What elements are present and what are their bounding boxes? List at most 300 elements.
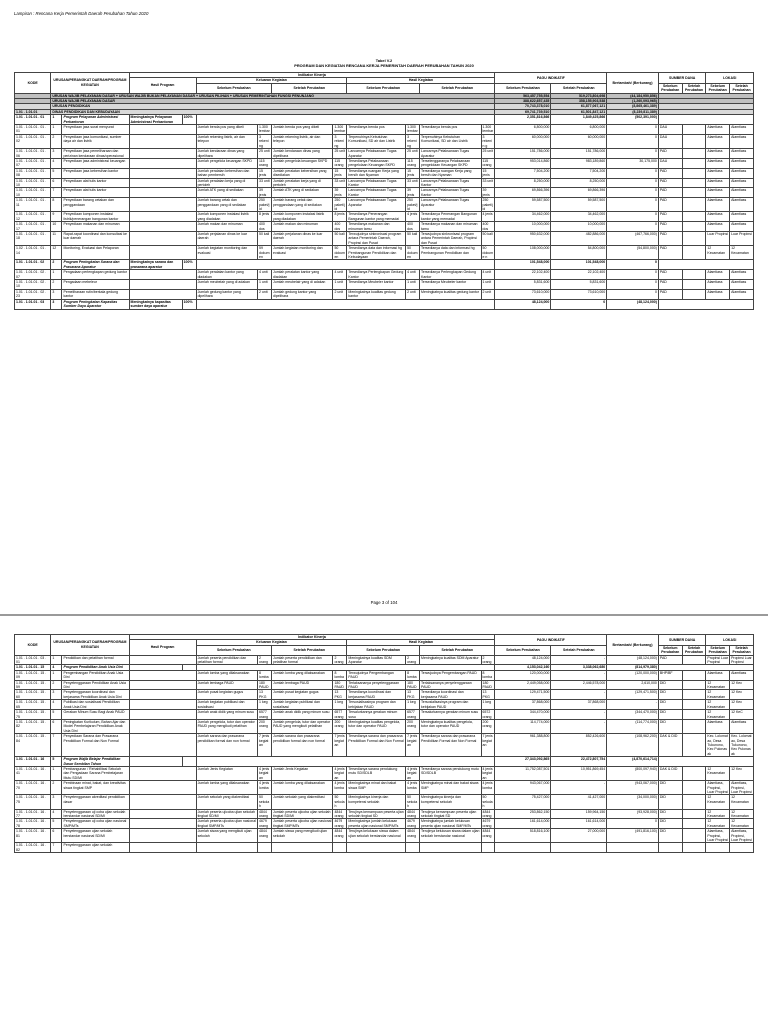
row-keluaran-sebelum-target: 2 orang [258,655,272,665]
table-number: Tabel V.2 [375,58,393,63]
row-program-name: Program Peningkatan Sarana dan Prasarana Aparatur [62,260,129,270]
row-sumber-sebelum: DID [658,829,682,843]
row-kode: 1.01 . 1.01.01 . 02 . 10 [15,280,51,290]
row-keluaran-sebelum-target: 39 jenis [258,188,272,198]
row-keluaran-sebelum: Jumlah ATK yang di sediakan [196,188,257,198]
row-no: 4 [51,809,62,819]
row-keluaran-setelah-target [333,843,347,853]
row-pagu-sebelum: 48,124,000 [495,299,551,309]
row-kode: 1.02 . 1.01.01 . 01 . 14 [15,246,51,260]
row-kode: 1.01 . 1.01.01 . 15 . 09 [15,670,51,680]
row-hasil-program-target: 100% [182,260,196,270]
row-sumber-sebelum: DID [658,795,682,809]
row-hasil-setelah-target [481,843,495,853]
row-bertambah: (93,928,000) [607,809,659,819]
row-hasil-setelah-target: 39 jenis [481,188,495,198]
row-keluaran-sebelum: Jumlah anak didik yang minum susu [196,710,257,720]
row-hasil-sebelum: Lancarnya Pelaksanaan Tugas Kantor [347,188,406,198]
row-bertambah: (491,816,100) [607,829,659,843]
row-keluaran-sebelum [196,843,257,853]
row-sumber-setelah [682,280,706,290]
row-hasil-setelah-target: 4 jenis [481,212,495,222]
row-hasil-setelah: Lancarnya Pelaksanaan Tugas Aparatur [420,149,481,159]
row-kegiatan-name: Penyediaan jasa kebersihan kantor [62,168,129,178]
row-kegiatan-name: Penyelenggaraan ujian sekolah [62,843,129,853]
row-sumber-setelah [682,843,706,853]
row-sumber-sebelum: BHP/BF [658,670,682,680]
header-urusan: URUSAN/PERANGKAT DAERAH/PROGRAM KEGIATAN [51,635,129,656]
header-pagu-sebelum: Sebelum Perubahan [495,83,551,93]
row-keluaran-sebelum-target: 4844 orang [258,829,272,843]
row-keluaran-setelah-target: 13 PKG [333,690,347,700]
row-hasil-setelah-target: 250 paket/jld [481,198,495,212]
row-hasil-setelah: Lancarnya Pelaksanaan Tugas Kantor [420,188,481,198]
row-keluaran-sebelum: Jumlah kegiatan monitoring dan evaluasi [196,246,257,260]
row-hasil-setelah-target: 400 dos [481,222,495,232]
row-pagu-sebelum: 4,153,042,160 [495,665,551,670]
row-kegiatan-name: Pemeliharaan rutin/berkala gedung kantor [62,289,129,299]
row-empty [129,670,196,680]
row-kegiatan-name: Monitoring, Evaluasi dan Pelaporan [62,246,129,260]
row-kode: 1.01 . 1.01.01 . 15 . 60 [15,690,51,700]
row-empty [129,829,196,843]
row-hasil-sebelum-target: 50 kali [406,232,420,246]
row-pagu-sebelum: 161,614,000 [495,819,551,829]
row-empty [129,125,196,135]
row-hasil-sebelum: Meningkatnya kualitas pengelola, tutor dan operator PAUD [347,719,406,733]
row-no: 2 [51,260,62,270]
row-sumber-setelah [682,690,706,700]
row-sumber-setelah [682,149,706,159]
row-lokasi-setelah: 12 Kecamatan [730,809,754,819]
header-hasil-program: Hasil Program [129,78,196,93]
row-keluaran-sebelum: Jumlah lomba yang dilaksanakan [196,781,257,795]
table-row [15,178,754,188]
row-kegiatan-name: Penyediaan barang cetakan dan penggandaan [62,198,129,212]
row-lokasi-setelah: Alamtiass [730,280,754,290]
row-keluaran-setelah: Jumlah peralatan kebersihan yang disediakan [272,168,333,178]
row-lokasi-sebelum [706,843,730,853]
row-lokasi-sebelum: Alamtiass [706,188,730,198]
row-pagu-sebelum: 950,632,000 [495,232,551,246]
row-lokasi-sebelum: Alamtiass [706,149,730,159]
row-sumber-sebelum: DID [658,700,682,710]
row-hasil-sebelum: Meningkatnya minat dan bakat siswa SMP [347,781,406,795]
row-no: 11 [51,232,62,246]
row-keluaran-sebelum: Jumlah komponen instalasi listrik yang diadakan [196,212,257,222]
row-hasil-sebelum-target: 8 lomba [406,670,420,680]
row-sumber-sebelum: DID [658,719,682,733]
row-hasil-sebelum: Tersalurkannya gerakan minum susu [347,710,406,720]
row-hasil-setelah-target: 7 jenis kegiatan [481,734,495,757]
row-lokasi-setelah: Alamtiass [730,149,754,159]
row-name: URUSAN WAJIB PELAYANAN DASAR [51,99,495,104]
row-hasil-setelah: Tersedianya data dan informasi hg Pembangunan Pendidikan dan [420,246,481,260]
row-keluaran-setelah: Jumlah peserta ujicoba ujian sekolah tingkat SD/MI [272,809,333,819]
row-hasil-setelah: Tersedianya sarana pendukung mutu SD/SDLB [420,766,481,780]
row-pagu-setelah: - [551,690,607,700]
table-title: PROGRAM DAN KEGIATAN RENCANA KERJA PEMERINTAH DAERAH PERUBAHAN TAHUN 2020 [294,63,474,69]
row-sumber-sebelum: DID [658,809,682,819]
row-pagu-setelah: 10,951,869,454 [551,766,607,780]
row-keluaran-setelah: Jumlah benda pos yang dikeli [272,125,333,135]
row-hasil-program-target [182,757,196,767]
row-hasil-sebelum-target: 39 jenis [406,188,420,198]
row-lokasi-setelah: 12 Kec [730,700,754,710]
row-pagu-sebelum: 69,866,396 [495,188,551,198]
row-empty [129,222,196,232]
row-keluaran-sebelum-target: 1.300 lembar [259,125,270,134]
row-pagu-setelah: 852,426,600 [551,734,607,757]
row-hasil-setelah-target: 1.300 lembar [482,125,494,134]
row-lokasi-setelah: Alamtiass [730,270,754,280]
table-row [15,670,754,680]
row-keluaran-setelah: Jumlah kendaraan dinas yang dipelihara [272,149,333,159]
row-no: 10 [51,222,62,232]
row-kode: 1.01 . 1.01.01 . 16 . 82 [15,843,51,853]
row-kegiatan-name: Penyediaan alat tulis kantor [62,178,129,188]
row-hasil-sebelum: Terwujudnya sinkronisasi program antara Pemerintah Daerah, Propinsi dan Pusat [347,232,406,246]
row-no: 1 [51,125,62,135]
row-keluaran-setelah: Jumlah barang cetak dan penggandaan yang di sediakan [272,198,333,212]
row-bertambah: (4,870,614,714) [607,757,659,767]
row-bertambah [607,843,659,853]
row-program-name: Program Pendidikan Anak Usia Dini [62,665,129,670]
row-kode: 1.01 . 1.01.01 . 15 . 82 [15,719,51,733]
row-no: 6 [51,719,62,733]
row-bertambah: (8,239,811,389) [607,109,659,114]
row-empty [658,115,753,125]
row-sumber-sebelum [658,843,682,853]
row-hasil-sebelum: Tersedianya data dan informasi hg Pembangunan Pendidikan dan Kebudayaan [347,246,406,260]
row-hasil-setelah-target: 200 orang [481,719,495,733]
row-lokasi-setelah: 12 Kecamatan [730,246,754,260]
row-pagu-setelah: 27,000,000 [551,829,607,843]
row-no: 1 [51,115,62,125]
row-keluaran-setelah: Jumlah lomba yang dilaksanakan [272,781,333,795]
row-name: URUSAN WAJIB PELAYANAN DASAR + URUSAN WAJIB BUKAN PELAYANAN DASAR + URUSAN PILIHAN + URUSAN PEMERINTAHAN FUNGSI PENUNJANG [51,93,495,98]
row-empty [129,734,196,757]
row-hasil-setelah: Meningkatnya kualitas pengelola, tutor dan operator PAUD [420,719,481,733]
row-lokasi-sebelum: 12 Kecamatan [706,795,730,809]
row-kode: 1.01 . 1.01.01 . 16 [15,757,51,767]
row-hasil-sebelum: Tersedianya sarana pendukung mutu SD/SDLB [347,766,406,780]
row-bertambah: (54,800,000) [607,246,659,260]
row-hasil-setelah-target: 50 dokume n [482,246,494,260]
header-hasil-program: Hasil Program [129,640,196,655]
row-keluaran-sebelum: Jumlah perjalanan dinas ke luar daerah [196,232,257,246]
row-keluaran-setelah-target: 4844 orang [333,829,347,843]
row-keluaran-setelah-target: 400 dos [333,222,347,232]
row-pagu-setelah: - [551,655,607,665]
row-keluaran-setelah-target: 3 rekening [333,134,347,148]
row-hasil-setelah-target: 6572 orang [481,710,495,720]
row-no: 7 [51,188,62,198]
row-pagu-sebelum: 70,743,378,010 [495,104,551,109]
row-kode: 1.01 . 1.01.01 . 15 . 65 [15,700,51,710]
table-row [15,781,754,795]
header-hasil-kegiatan: Hasil Kegiatan [347,78,495,83]
row-sumber-setelah [682,700,706,710]
row-pagu-setelah: 5,831,600 [551,280,607,290]
row-pagu-sebelum: 37,868,000 [495,700,551,710]
row-bertambah: 0 [607,149,659,159]
row-kode: 1.01 . 1.01.01 . 16 . 75 [15,795,51,809]
row-pagu-setelah: 358,155,903,538 [551,99,607,104]
row-hasil-sebelum-target: 250 paket/jld [406,198,420,212]
row-hasil-sebelum: Terujinya kelulusan siswa dalam ujian sekolah berstandar nasional [347,829,406,843]
table-row [15,125,754,135]
table-row [15,843,754,853]
row-kode: 1.01 . 1.01.01 . 15 [15,665,51,670]
row-hasil-setelah-target: 115 orang [481,158,495,168]
row-lokasi-sebelum: 12 Kecamatan [706,809,730,819]
row-pagu-sebelum: 253,862,150 [495,809,551,819]
row-kegiatan-name: Pengadaan perlengkapan gedung kantor [62,270,129,280]
row-pagu-setelah: 22,102,400 [551,270,607,280]
row-no: 8 [51,198,62,212]
row-no: 4 [51,700,62,710]
row-keluaran-sebelum: Jumlah sekolah yang diakreditasi [196,795,257,809]
row-empty [129,289,196,299]
row-hasil-sebelum: Tersedianya Perlengkapan Gedung Kantor [347,270,406,280]
row-bertambah: (8,865,461,389) [607,104,659,109]
row-hasil-setelah-target: 4679 orang [481,819,495,829]
row-keluaran-setelah: Jumlah peralatan kerja yang di pertoleh [272,178,333,188]
row-bertambah: 0 [607,280,659,290]
row-hasil-sebelum-target: 15 jenis [406,168,420,178]
row-pagu-sebelum: 60,000,000 [495,134,551,148]
row-pagu-sebelum: 73,610,000 [495,289,551,299]
row-keluaran-sebelum-target: 50 sekolah [258,795,272,809]
row-lokasi-sebelum: Luar Propinsi [706,232,730,246]
row-pagu-setelah: 0 [551,299,607,309]
row-pagu-sebelum: 108,000,000 [495,246,551,260]
row-kode: 1.01 . 1.01.01 . 01 . 10 [15,178,51,188]
row-pagu-setelah: 54,800,000 [551,246,607,260]
row-lokasi-setelah: Alamtiass [730,289,754,299]
row-lokasi-sebelum: 12 Kecamatan [706,700,730,710]
row-sumber-setelah [682,188,706,198]
row-kegiatan-name: Penyediaan makanan dan minuman [62,222,129,232]
row-sumber-setelah [682,289,706,299]
row-sumber-setelah [682,719,706,733]
row-hasil-setelah: Meningkatnya kualitas gedung kantor [420,289,481,299]
row-lokasi-sebelum: 12 Kecamatan [706,819,730,829]
row-kode: 1.01 . 1.01.01 . 16 . 77 [15,809,51,819]
header-pagu-sebelum: Sebelum Perubahan [495,645,551,655]
row-kegiatan-name: Penyediaan komponen instalasi listrik/penerangan bangunan kantor [62,212,129,222]
row-pagu-setelah: 73,610,000 [551,289,607,299]
header-indikator: Indikator Kinerja [129,635,495,640]
row-pagu-setelah: 2,446,578,000 [551,680,607,690]
row-hasil-setelah: Tersedianya sarana dan prasarana Pendidikan Formal dan Non Formal [420,734,481,757]
row-sumber-setelah [682,270,706,280]
row-keluaran-setelah: Jumlah anak didik yang minum susu [272,710,333,720]
row-keluaran-setelah: Jumlah Jenis Kegiatan [272,766,333,780]
table-row [15,198,754,212]
row-empty [129,149,196,159]
table-row [15,232,754,246]
row-keluaran-sebelum: Jumlah kegiatan publikasi dan sosialisasi [196,700,257,710]
row-lokasi-sebelum: 12 Kecamatan [706,690,730,700]
row-program-name: Program Peningkatan Kapasitas Sumber Daya Aparatur [62,299,129,309]
row-bertambah: (108,962,200) [607,734,659,757]
table-row [15,134,754,148]
row-hasil-sebelum-target: 180 PAUD [406,680,420,690]
row-keluaran-setelah-target: 4679 orang [333,819,347,829]
row-sumber-sebelum: DID [658,819,682,829]
row-empty [129,178,196,188]
row-no: 12 [51,246,62,260]
row-hasil-sebelum-target: 115 orang [406,158,420,168]
row-kegiatan-name: Pengembangan Pendidikan Anak Usia Dini [62,670,129,680]
row-sumber-setelah [682,781,706,795]
row-bertambah: 0 [607,198,659,212]
row-kegiatan-name: Penyediaan Sarana dan Prasarana Pendidikan Formal dan Non Formal [62,734,129,757]
row-pagu-setelah: 61,877,067,121 [551,104,607,109]
row-lokasi-sebelum: Propinsi Luar Propinsi [707,655,728,665]
row-hasil-setelah: Meningkatnya jumlah kelulusan peserta ujian nasional SMP/MTs [420,819,481,829]
row-pagu-sebelum: 961,388,800 [495,734,551,757]
row-hasil-program-target: 100% [182,299,196,309]
row-hasil-setelah: Tersosialisasinya program dan kebijakan PAUD [420,700,481,710]
row-keluaran-setelah: Jumlah sekolah yang diakreditasi [272,795,333,809]
header-lokasi-setelah: Setelah Perubahan [730,83,754,93]
header-sumber-sebelum: Sebelum Perubahan [658,645,682,655]
header-kode: KODE [15,635,51,656]
row-hasil-setelah: Meningkatnya minat dan bakat siswa SMP [420,781,481,795]
row-bertambah: (114,774,000) [607,719,659,733]
row-hasil-setelah: Terwujudnya sinkronisasi program antara Pemerintah Daerah, Propinsi dan Pusat [420,232,481,246]
row-lokasi-sebelum: Alamtiass, Propinsi, Luar Propinsi [707,781,728,794]
row-bertambah: (814,979,380) [607,665,659,670]
row-hasil-program-target: 100% [182,115,196,125]
row-hasil-setelah: Terwujudnya Pengembangan PAUD [420,670,481,680]
row-sumber-sebelum: PAD [658,289,682,299]
row-pagu-setelah: 8,250,000 [551,178,607,188]
row-lokasi-sebelum: Alamtiass [706,280,730,290]
row-no: 4 [51,665,62,670]
row-keluaran-sebelum-target: 3 rekening [258,134,272,148]
row-hasil-setelah-target: 4 unit [481,270,495,280]
row-keluaran-setelah-target: 115 orang [333,158,347,168]
row-lokasi-sebelum: Alamtiass [706,134,730,148]
row-lokasi-sebelum: Kec. Lolomat ao, Desa Tukunono, Kec Pulonas ak [707,734,728,756]
row-no: 5 [51,757,62,767]
table-row [15,115,754,125]
row-hasil-setelah: Meningkatnya kinerja dan kompetensi sekolah [420,795,481,809]
row-lokasi-sebelum: 12 Kecamatan [706,246,730,260]
row-hasil-sebelum: Tersosialisasinya program dan kebijakan PAUD [347,700,406,710]
row-empty [129,232,196,246]
row-bertambah: (120,000,000) [607,670,659,680]
row-kegiatan-name: Penyediaan jasa surat menyurat [62,125,129,135]
row-sumber-setelah [682,246,706,260]
row-kode: 1.01 . 1.01.01 . 16 . 81 [15,829,51,843]
row-hasil-sebelum-target [406,843,420,853]
header-sumber-setelah: Setelah Perubahan [682,83,706,93]
row-sumber-setelah [682,795,706,809]
row-keluaran-setelah: Jumlah gedung kantor yang dipelihara [272,289,333,299]
row-hasil-sebelum-target: 4 jenis lomba [406,781,420,795]
row-lokasi-setelah: 12 Kec [730,690,754,700]
row-empty [129,700,196,710]
row-kegiatan-name: Penyelenggaraan uji coba ujian nasional SMP/MTs [62,819,129,829]
row-keluaran-setelah: Jumlah makan dan minuman [272,222,333,232]
row-kegiatan-name: Penyelenggaraan koordinasi dan kerjasama Pendidikan Anak Usia Dini [62,690,129,700]
row-pagu-setelah: 101,548,000 [551,260,607,270]
table-row [15,280,754,290]
row-hasil-setelah-target: 25 unit [481,149,495,159]
row-no: 5 [51,168,62,178]
table-row [15,710,754,720]
row-bertambah: (800,097,940) [607,766,659,780]
row-lokasi-sebelum: 12 Kecamatan [706,766,730,780]
row-kegiatan-name: Penyediaan alat tulis kantor [62,188,129,198]
row-keluaran-setelah-target: 1 unit [333,280,347,290]
header-urusan: URUSAN/PERANGKAT DAERAH/PROGRAM KEGIATAN [51,73,129,94]
row-lokasi-setelah: Alamtiass [730,212,754,222]
row-hasil-setelah: Terselenggaranya Pelaksanaan pengelolaan Keuangan SKPD [420,158,481,168]
row-hasil-setelah: Meningkatnya kualitas SDM Aparatur [420,655,481,665]
row-sumber-sebelum: DAK & DID [658,766,682,780]
header-pagu-setelah: Setelah Perubahan [551,645,607,655]
row-bertambah: 0 [607,212,659,222]
program-table-page-2 [14,634,754,853]
header-sumber-setelah: Setelah Perubahan [682,645,706,655]
row-kode: 1.01 . 1.01.01 . 01 . 11 [15,198,51,212]
row-kode: 1.01 . 1.01.01 . 01 . 18 [15,232,51,246]
row-hasil-program: Meningkatnya kapasitas sumber daya aparatur [129,299,182,309]
row-pagu-sebelum: 2,351,816,866 [495,115,551,125]
row-pagu-setelah: 37,868,000 [551,700,607,710]
row-lokasi-setelah: 12 Kecamatan [730,795,754,809]
header-sebelum: Sebelum Perubahan [347,83,420,93]
row-lokasi-setelah [730,843,754,853]
row-kegiatan-name: Penyediaan jasa pemeliharaan dan perizinan kendaraan dinas/operasional [62,149,129,159]
row-pagu-sebelum: 5,831,600 [495,280,551,290]
row-keluaran-setelah: Jumlah pengelola keuangan SKPD [272,158,333,168]
row-hasil-sebelum-target: 1 keg [406,700,420,710]
row-empty [129,168,196,178]
row-keluaran-setelah: Jumlah sarana dan prasarana pendidikan formal dan non formal [272,734,333,757]
row-hasil-sebelum-target: 25 unit [406,149,420,159]
row-hasil-sebelum: Tersedianya ruangan Kerja yang bersih dan Nyaman [347,168,406,178]
row-lokasi-setelah: Kec. Lolomat ao, Desa Tukunono, Kec Pulonas ak [731,734,752,756]
header-sebelum: Sebelum Perubahan [347,645,420,655]
row-keluaran-setelah: Jumlah peralatan kantor yang diadakan [272,270,333,280]
row-keluaran-sebelum-target: 8 jenis [258,212,272,222]
row-sumber-setelah [682,819,706,829]
row-kegiatan-name: Penyelenggaraan ujian sekolah berstandar nasional SD/MI [62,829,129,843]
row-lokasi-setelah: 12 KeC [730,710,754,720]
row-sumber-setelah [682,232,706,246]
row-keluaran-sebelum: Jumlah peralatan kerja yang di pertoleh [196,178,257,188]
row-sumber-setelah [682,766,706,780]
row-keluaran-sebelum: Jumlah siswa yang mengikuti ujian sekolah [196,829,257,843]
row-pagu-setelah: 159,964,150 [551,809,607,819]
row-bertambah: (34,000,000) [607,795,659,809]
row-keluaran-setelah-target: 250 paket/jld [333,198,347,212]
row-keluaran-setelah-target: 7 jenis kegiatan [333,734,347,757]
row-sumber-sebelum: PAD [658,149,682,159]
row-keluaran-sebelum: Jumlah peralatan kebersihan dan bahan pembersih [196,168,257,178]
row-no: 5 [51,819,62,829]
row-hasil-setelah: Tersalurkannya gerakan minum susu [420,710,481,720]
row-hasil-sebelum-target: 4 unit [406,270,420,280]
header-sebelum: Sebelum Perubahan [196,645,271,655]
